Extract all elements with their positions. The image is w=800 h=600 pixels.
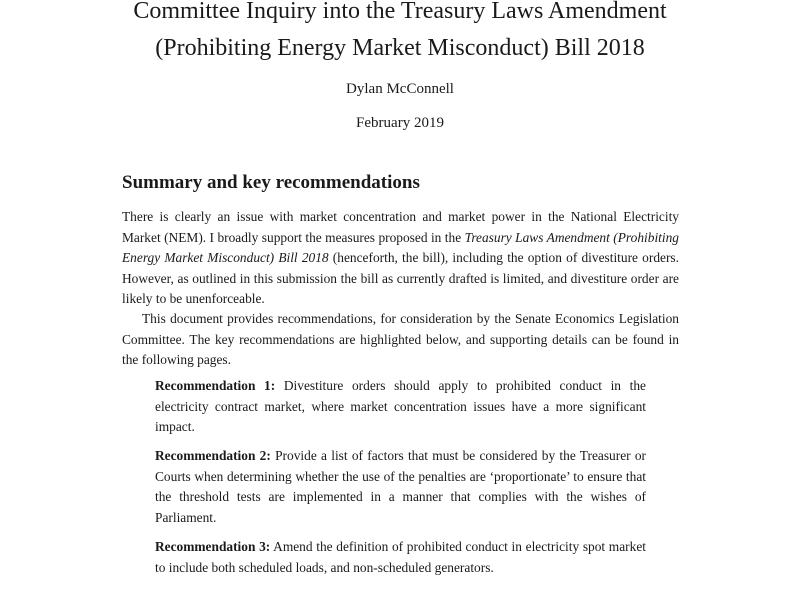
document-author: Dylan McConnell bbox=[346, 81, 454, 97]
paragraph-intro-part-2: (henceforth, the bill), including the option of divestiture orders. However, as outlined in this submission the bill as currently drafted is limited, and divestiture order are likely to be unenforceable. bbox=[122, 250, 679, 306]
recommendation-3-text: Amend the definition of prohibited conduct in electricity spot market to include both scheduled loads, and non-scheduled generators. bbox=[155, 539, 646, 575]
recommendation-3-label: Recommendation 3: bbox=[155, 539, 271, 554]
recommendation-1 bbox=[155, 376, 646, 438]
recommendation-1-text: Divestiture orders should apply to prohibited conduct in the electricity contract market, where market concentration issues have a more significant impact. bbox=[155, 378, 646, 434]
document-title-line-2: (Prohibiting Energy Market Misconduct) Bill 2018 bbox=[155, 35, 645, 61]
document-date: February 2019 bbox=[356, 115, 444, 131]
paragraph-intro bbox=[122, 207, 679, 310]
paragraph-intro-part-1: There is clearly an issue with market concentration and market power in the National Electricity Market (NEM). I broadly support the measures proposed in the bbox=[122, 209, 679, 245]
recommendation-2-label: Recommendation 2: bbox=[155, 448, 271, 463]
section-heading: Summary and key recommendations bbox=[122, 172, 420, 193]
document-title-line-1: Committee Inquiry into the Treasury Laws Amendment bbox=[133, 0, 667, 24]
recommendation-2-text: Provide a list of factors that must be considered by the Treasurer or Courts when determining whether the use of the penalties are ‘proportionate’ to ensure that the threshold tests are implemented in a manner that complies with the wishes of Parliament. bbox=[155, 448, 647, 525]
bill-title-italic: Treasury Laws Amendment (Prohibiting Energy Market Misconduct) Bill 2018 bbox=[122, 229, 679, 265]
recommendation-2 bbox=[155, 446, 646, 528]
recommendation-3 bbox=[155, 537, 646, 578]
recommendation-1-label: Recommendation 1: bbox=[155, 378, 276, 393]
paragraph-purpose: This document provides recommendations, for consideration by the Senate Economics Legislation Committee. The key recommendations are highlighted below, and supporting details can be found in the following pages. bbox=[122, 311, 679, 367]
